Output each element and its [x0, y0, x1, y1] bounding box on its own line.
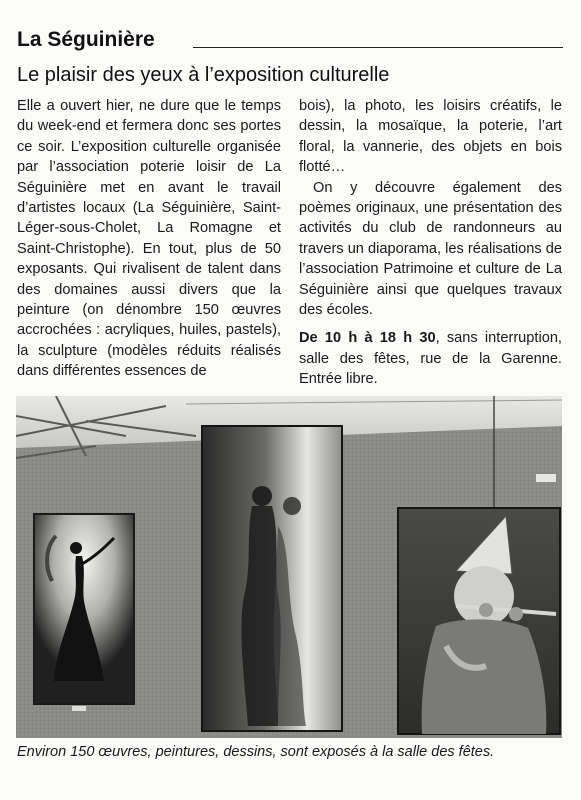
section-header	[17, 26, 563, 56]
exhibition-photo	[16, 396, 562, 738]
photo-caption: Environ 150 œuvres, peintures, dessins, sont exposés à la salle des fêtes.	[17, 744, 495, 760]
opening-hours	[299, 328, 562, 389]
article-column-left	[17, 96, 281, 382]
article-column-right	[299, 96, 562, 390]
article-paragraph: bois), la photo, les loisirs créatifs, le dessin, la mosaïque, la poterie, l’art floral, la vannerie, des objets en bois flotté…	[299, 98, 562, 176]
painting-dancer	[34, 514, 134, 711]
article-paragraph: On y découvre également des poèmes originaux, une présentation des activités du club de randonneurs au travers un diaporama, les réalisations de l’association Patrimoine et culture de La Séguinière ainsi que quelques travaux des écoles.	[299, 179, 562, 319]
opening-hours-text: , sans interruption, salle des fêtes, rue de la Garenne. Entrée libre.	[299, 330, 562, 388]
painting-pierrot	[398, 508, 560, 734]
article-headline: Le plaisir des yeux à l’exposition culturelle	[17, 64, 390, 86]
town-name: La Séguinière	[17, 28, 155, 51]
painting-figures	[202, 426, 342, 731]
opening-hours-bold: De 10 h à 18 h 30	[299, 330, 436, 347]
article-paragraph: Elle a ouvert hier, ne dure que le temps du week-end et fermera donc ses portes ce soir. L’exposition culturelle organisée par l’association poterie loisir de La Séguinière met en avant le travail d’artistes locaux (La Séguinière, Saint-Léger-sous-Cholet, La Romagne et Saint-Christophe). En tout, plus de 50 exposants. Qui rivalisent de talent dans des domaines aussi divers que la peinture (on dénombre 150 œuvres accrochées : acryliques, huiles, pastels), la sculpture (modèles réduits réalisés dans différentes essences de	[17, 98, 281, 380]
header-rule	[193, 47, 563, 48]
